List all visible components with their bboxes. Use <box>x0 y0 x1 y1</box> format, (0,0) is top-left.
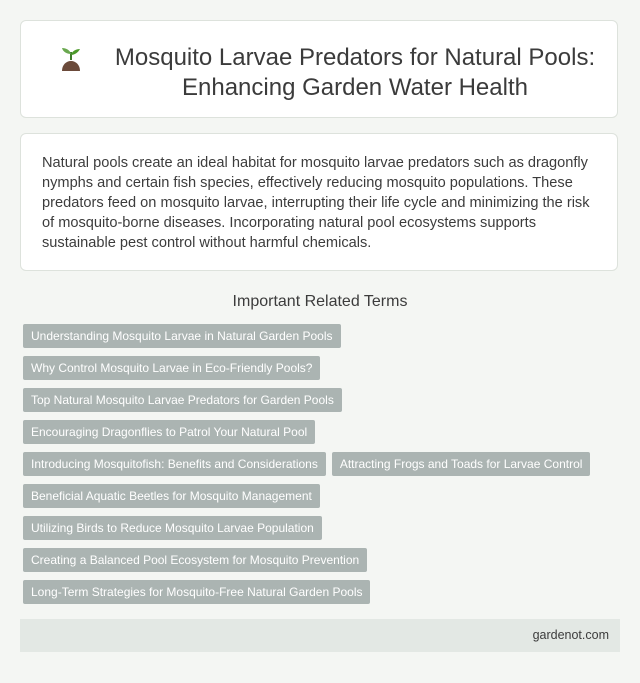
related-term-tag[interactable]: Long-Term Strategies for Mosquito-Free Natural Garden Pools <box>23 580 370 604</box>
related-term-tag[interactable]: Utilizing Birds to Reduce Mosquito Larvae Population <box>23 516 322 540</box>
related-terms-list <box>23 324 623 604</box>
related-term-tag[interactable]: Introducing Mosquitofish: Benefits and Considerations <box>23 452 326 476</box>
related-term-tag[interactable]: Creating a Balanced Pool Ecosystem for Mosquito Prevention <box>23 548 367 572</box>
related-term-tag[interactable]: Beneficial Aquatic Beetles for Mosquito Management <box>23 484 320 508</box>
footer-site-name: gardenot.com <box>532 628 609 642</box>
title-card <box>20 20 618 118</box>
page-title: Mosquito Larvae Predators for Natural Pools: Enhancing Garden Water Health <box>114 44 596 101</box>
footer <box>20 619 620 652</box>
related-term-tag[interactable]: Encouraging Dragonflies to Patrol Your Natural Pool <box>23 420 315 444</box>
summary-card <box>20 133 618 271</box>
seedling-icon <box>59 46 83 72</box>
related-terms-heading: Important Related Terms <box>232 293 408 310</box>
related-term-tag[interactable]: Attracting Frogs and Toads for Larvae Control <box>332 452 591 476</box>
related-term-tag[interactable]: Why Control Mosquito Larvae in Eco-Friendly Pools? <box>23 356 320 380</box>
related-term-tag[interactable]: Top Natural Mosquito Larvae Predators for Garden Pools <box>23 388 342 412</box>
related-term-tag[interactable]: Understanding Mosquito Larvae in Natural Garden Pools <box>23 324 341 348</box>
summary-text: Natural pools create an ideal habitat for mosquito larvae predators such as dragonfly nymphs and certain fish species, effectively reducing mosquito populations. These predators feed on mosquito larvae, interrupting their life cycle and minimizing the risk of mosquito-borne diseases. Incorporating natural pool ecosystems supports sustainable pest control without harmful chemicals. <box>42 155 590 251</box>
